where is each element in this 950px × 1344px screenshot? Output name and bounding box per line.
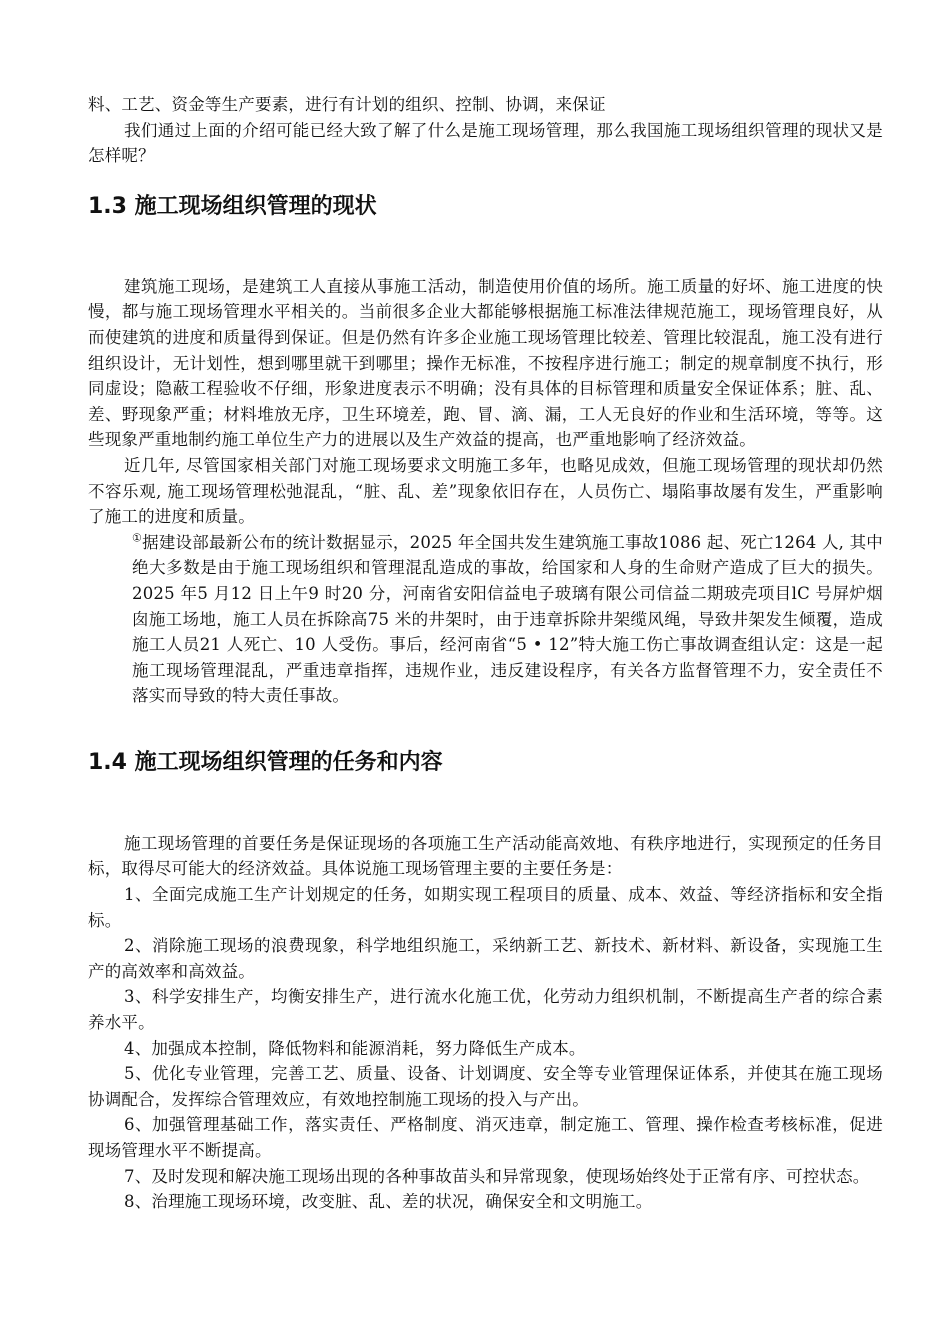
document-page bbox=[88, 92, 883, 1215]
task-item: 7、及时发现和解决施工现场出现的各种事故苗头和异常现象，使现场始终处于正常有序、可控状态。 bbox=[124, 1166, 870, 1186]
section-1-3-paragraph-3 bbox=[88, 530, 883, 709]
task-item: 5、优化专业管理，完善工艺、质量、设备、计划调度、安全等专业管理保证体系，并使其在施工现场协调配合，发挥综合管理效应，有效地控制施工现场的投入与产出。 bbox=[88, 1064, 883, 1109]
section-1-3-paragraph-3-text: 据建设部最新公布的统计数据显示，2025 年全国共发生建筑施工事故1086 起、死亡1264 人, 其中绝大多数是由于施工现场组织和管理混乱造成的事故，给国家和人身的生命财产造成了巨大的损失。2025 年5 月12 日上午9 时20 分，河南省安阳信益电子玻璃有限公司信益二期玻壳项目lC 号屏炉烟囱施工场地，施工人员在拆除高75 米的井架时，由于违章拆除井架缆风绳，导致井架发生倾覆，造成施工人员21 人死亡、10 人受伤。事后，经河南省“5 • 12”特大施工伤亡事故调查组认定：这是一起施工现场管理混乱，严重违章指挥，违规作业，违反建设程序，有关各方监督管理不力，安全责任不落实而导致的特大责任事故。 bbox=[132, 532, 883, 706]
task-item: 2、消除施工现场的浪费现象，科学地组织施工，采纳新工艺、新技术、新材料、新设备，实现施工生产的高效率和高效益。 bbox=[88, 936, 883, 981]
task-item: 6、加强管理基础工作，落实责任、严格制度、消灭违章，制定施工、管理、操作检查考核标准，促进现场管理水平不断提高。 bbox=[88, 1115, 883, 1160]
intro-paragraph: 我们通过上面的介绍可能已经大致了解了什么是施工现场管理，那么我国施工现场组织管理的现状又是怎样呢？ bbox=[88, 120, 883, 166]
task-item: 3、科学安排生产，均衡安排生产，进行流水化施工优，化劳动力组织机制，不断提高生产者的综合素养水平。 bbox=[88, 987, 883, 1033]
section-1-3-paragraph-2: 近几年, 尽管国家相关部门对施工现场要求文明施工多年，也略见成效，但施工现场管理的现状却仍然不容乐观, 施工现场管理松弛混乱，“脏、乱、差”现象依旧存在，人员伤亡、塌陷事故屡有发生，严重影响了施工的进度和质量。 bbox=[88, 455, 883, 527]
footnote-marker: ① bbox=[132, 531, 143, 545]
section-heading-1-3: 1.3 施工现场组织管理的现状 bbox=[88, 193, 377, 219]
section-1-4-paragraph-1: 施工现场管理的首要任务是保证现场的各项施工生产活动能高效地、有秩序地进行，实现预定的任务目标，取得尽可能大的经济效益。具体说施工现场管理主要的主要任务是： bbox=[88, 833, 883, 879]
section-heading-1-4: 1.4 施工现场组织管理的任务和内容 bbox=[88, 749, 443, 775]
intro-line: 料、工艺、资金等生产要素，进行有计划的组织、控制、协调，来保证 bbox=[88, 95, 606, 114]
task-item: 8、治理施工现场环境，改变脏、乱、差的状况，确保安全和文明施工。 bbox=[124, 1192, 653, 1212]
task-item: 4、加强成本控制，降低物料和能源消耗，努力降低生产成本。 bbox=[124, 1038, 586, 1058]
section-1-3-paragraph-1: 建筑施工现场，是建筑工人直接从事施工活动，制造使用价值的场所。施工质量的好坏、施工进度的快慢，都与施工现场管理水平相关的。当前很多企业大都能够根据施工标准法律规范施工，现场管理良好，从而使建筑的进度和质量得到保证。但是仍然有许多企业施工现场管理比较差、管理比较混乱，施工没有进行组织设计，无计划性，想到哪里就干到哪里；操作无标准，不按程序进行施工；制定的规章制度不执行，形同虚设；隐蔽工程验收不仔细，形象进度表示不明确；没有具体的目标管理和质量安全保证体系；脏、乱、差、野现象严重；材料堆放无序，卫生环境差，跑、冒、滴、漏，工人无良好的作业和生活环境，等等。这些现象严重地制约施工单位生产力的进展以及生产效益的提高，也严重地影响了经济效益。 bbox=[88, 276, 883, 450]
task-item: 1、全面完成施工生产计划规定的任务，如期实现工程项目的质量、成本、效益、等经济指标和安全指标。 bbox=[88, 885, 883, 930]
